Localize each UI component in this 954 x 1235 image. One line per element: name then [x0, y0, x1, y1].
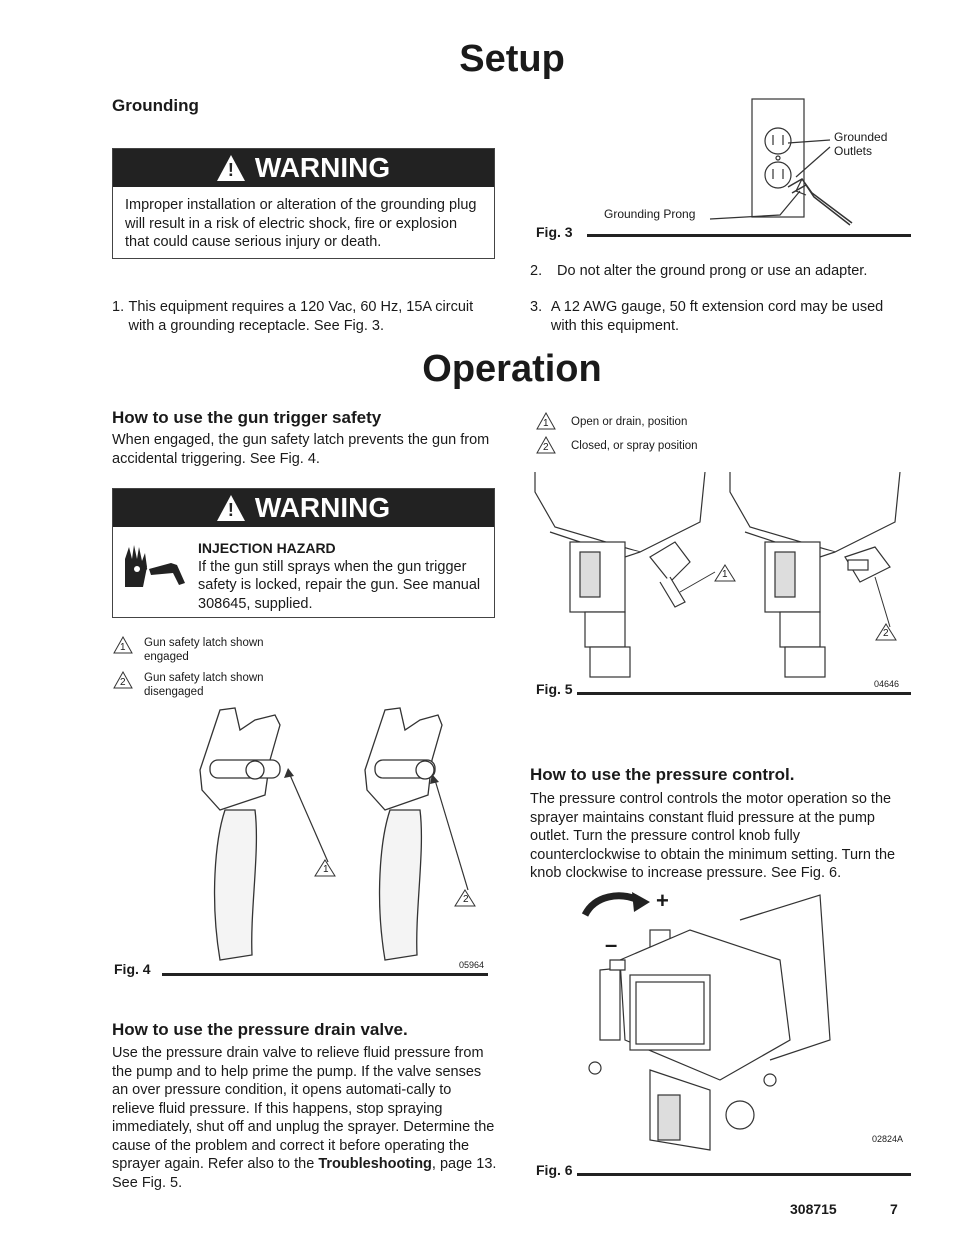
step-text: This equipment requires a 120 Vac, 60 Hz, 15A circuit with a grounding receptacle. See Fig. 3. — [128, 299, 474, 334]
fig6-plus-sign: + — [656, 888, 669, 913]
step-text: Do not alter the ground prong or use an adapter. — [557, 263, 868, 279]
fig5-code: 04646 — [874, 679, 900, 689]
fig5-rule — [577, 692, 911, 695]
warning-box-grounding — [112, 148, 495, 259]
legend-number: 1 — [543, 418, 549, 429]
setup-step-3 — [530, 298, 910, 335]
fig3-label-outlets: Grounded Outlets — [834, 130, 888, 158]
fig3-illustration — [530, 95, 915, 240]
warning-header — [113, 149, 494, 187]
drain-valve-heading: How to use the pressure drain valve. — [112, 1020, 408, 1039]
warning-label: WARNING — [254, 492, 391, 523]
fig5-legend-2-marker — [536, 436, 556, 459]
setup-step-1 — [112, 298, 497, 335]
operation-title: Operation — [422, 348, 602, 390]
fig4-legend-2: Gun safety latch shown disengaged — [144, 672, 264, 698]
legend-number: 2 — [543, 442, 549, 453]
setup-step-2 — [530, 262, 910, 281]
warning-text: Improper installation or alteration of the grounding plug will result in a risk of electric shock, fire or explosion that could cause serious injury or death. — [125, 197, 477, 250]
fig5-caption: Fig. 5 — [536, 681, 573, 697]
step-number: 2. — [530, 263, 543, 279]
drain-valve-text — [112, 1044, 497, 1192]
warning-box-injection — [112, 488, 495, 618]
fig5-legend-1-marker — [536, 412, 556, 435]
step-number: 1. — [112, 299, 125, 315]
fig4-code: 05964 — [459, 960, 485, 970]
drain-valve-body: Use the pressure drain valve to relieve fluid pressure from the pump and to help prime the pump. If the valve senses an over pressure condition, it opens automati-cally to relieve fluid pressure. If this happens, stop spraying immediately, shut off and unplug the sprayer. Determine the cause of the problem and correct it before operating the sprayer again. Refer also to the — [112, 1045, 495, 1172]
drain-valve-tail: , page 13. See Fig. 5. — [112, 1156, 497, 1191]
fig4-legend-1: Gun safety latch shown engaged — [144, 637, 264, 663]
injection-hazard-title: INJECTION HAZARD — [198, 540, 336, 556]
fig3-label-prong: Grounding Prong — [604, 207, 696, 221]
fig6-rule — [577, 1173, 911, 1176]
fig5-legend-1: Open or drain, position — [571, 416, 688, 428]
doc-number: 308715 — [790, 1201, 837, 1217]
page-number: 7 — [890, 1201, 898, 1217]
fig6-minus-sign: – — [605, 932, 618, 957]
fig4-legend-1-marker — [113, 636, 133, 659]
gun-safety-heading: How to use the gun trigger safety — [112, 408, 382, 427]
legend-number: 2 — [120, 677, 126, 688]
pressure-control-text: The pressure control controls the motor operation so the sprayer maintains constant fluid pressure at the pump outlet. Turn the pressure control knob fully counterclockwise to obtain the minimum setting. Turn the knob clockwise to increase pressure. See Fig. 6. — [530, 791, 896, 881]
fig3-caption: Fig. 3 — [536, 224, 573, 240]
warning-label: WARNING — [254, 152, 391, 183]
fig4-illustration — [180, 700, 490, 965]
step-number: 3. — [530, 299, 543, 315]
fig5-illustration — [530, 472, 915, 682]
warning-header — [113, 489, 494, 527]
legend-number: 1 — [120, 642, 126, 653]
fig6-illustration — [570, 890, 910, 1160]
warning-icon: ! — [217, 495, 245, 521]
fig4-callout-1: 1 — [323, 864, 329, 875]
fig4-legend-2-marker — [113, 671, 133, 694]
pressure-control-heading: How to use the pressure control. — [530, 765, 795, 784]
setup-title: Setup — [459, 38, 565, 80]
fig5-legend-2: Closed, or spray position — [571, 440, 698, 452]
injection-hazard-content — [198, 539, 488, 613]
fig4-rule — [162, 973, 488, 976]
gun-safety-text: When engaged, the gun safety latch prevents the gun from accidental triggering. See Fig. 4. — [112, 432, 490, 467]
fig5-callout-2: 2 — [883, 628, 889, 639]
fig4-caption: Fig. 4 — [114, 961, 151, 977]
step-text: A 12 AWG gauge, 50 ft extension cord may be used with this equipment. — [550, 299, 884, 334]
fig4-callout-2: 2 — [463, 894, 469, 905]
grounding-heading: Grounding — [112, 96, 199, 115]
warning-icon: ! — [217, 155, 245, 181]
fig6-caption: Fig. 6 — [536, 1162, 573, 1178]
fig6-code: 02824A — [872, 1134, 904, 1144]
troubleshooting-reference: Troubleshooting — [318, 1156, 432, 1172]
fig3-rule — [587, 234, 911, 237]
injection-hazard-text: If the gun still sprays when the gun trigger safety is locked, repair the gun. See manual 308645, supplied. — [198, 558, 481, 612]
fig5-callout-1: 1 — [722, 569, 728, 580]
injection-hazard-icon — [119, 539, 189, 594]
